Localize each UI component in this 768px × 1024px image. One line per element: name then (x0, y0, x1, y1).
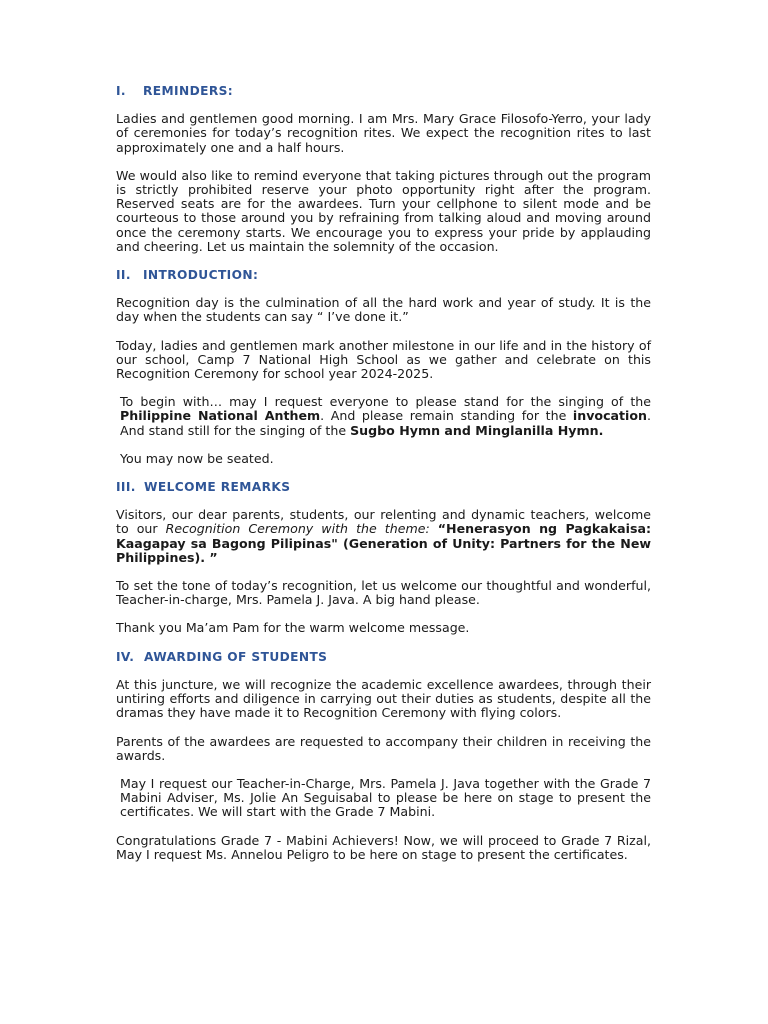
paragraph: At this juncture, we will recognize the academic excellence awardees, through their untiring efforts and diligence in carrying out their duties as students, despite all the dramas they have made it to Recognition Ceremony with flying colors. (116, 676, 651, 721)
paragraph: Parents of the awardees are requested to accompany their children in receiving the awards. (116, 733, 651, 763)
paragraph: Ladies and gentlemen good morning. I am Mrs. Mary Grace Filosofo-Yerro, your lady of ceremonies for today’s recognition rites. We expect the recognition rites to last approximately one and a half hours. (116, 111, 651, 155)
paragraph: To begin with… may I request everyone to please stand for the singing of the Philippine National Anthem. And please remain standing for the invocation. And stand still for the singing of the Sugbo Hymn and Minglanilla Hymn. (120, 394, 651, 438)
paragraph: Today, ladies and gentlemen mark another milestone in our life and in the history of our school, Camp 7 National High School as we gather and celebrate on this Recognition Ceremony for school year 2024-2025. (116, 337, 651, 382)
paragraph: We would also like to remind everyone that taking pictures through out the program is strictly prohibited reserve your photo opportunity right after the program. Reserved seats are for the awardees. Turn your cellphone to silent mode and be courteous to those around you by refraining from talking aloud and moving around once the ceremony starts. We encourage you to express your pride by applauding and cheering. Let us maintain the solemnity of the occasion. (116, 167, 651, 254)
section-heading-reminders: I. REMINDERS: (116, 84, 234, 98)
paragraph: May I request our Teacher-in-Charge, Mrs. Pamela J. Java together with the Grade 7 Mabini Adviser, Ms. Jolie An Seguisabal to please be here on stage to present the certificates. We will start with the Grade 7 Mabini. (120, 775, 651, 820)
section-heading-introduction: II. INTRODUCTION: (116, 268, 259, 283)
paragraph: Recognition day is the culmination of all the hard work and year of study. It is the day when the students can say “ I’ve done it.” (116, 295, 651, 325)
paragraph: Visitors, our dear parents, students, our relenting and dynamic teachers, welcome to our Recognition Ceremony with the theme: “Henerasyon ng Pagkakaisa: Kaagapay sa Bagong Pilipinas" (Generation of Unity: Partners for the New Philippines). ” (116, 507, 651, 565)
document-page (116, 84, 651, 876)
paragraph: You may now be seated. (120, 450, 274, 466)
section-heading-awarding: IV. AWARDING OF STUDENTS (116, 649, 328, 664)
paragraph: Congratulations Grade 7 - Mabini Achievers! Now, we will proceed to Grade 7 Rizal, May I request Ms. Annelou Peligro to be here on stage to present the certificates. (116, 832, 651, 862)
section-heading-welcome-remarks: III. WELCOME REMARKS (116, 480, 291, 495)
paragraph: To set the tone of today’s recognition, let us welcome our thoughtful and wonderful, Teacher-in-charge, Mrs. Pamela J. Java. A big hand please. (116, 578, 651, 608)
paragraph: Thank you Ma’am Pam for the warm welcome message. (116, 620, 470, 636)
